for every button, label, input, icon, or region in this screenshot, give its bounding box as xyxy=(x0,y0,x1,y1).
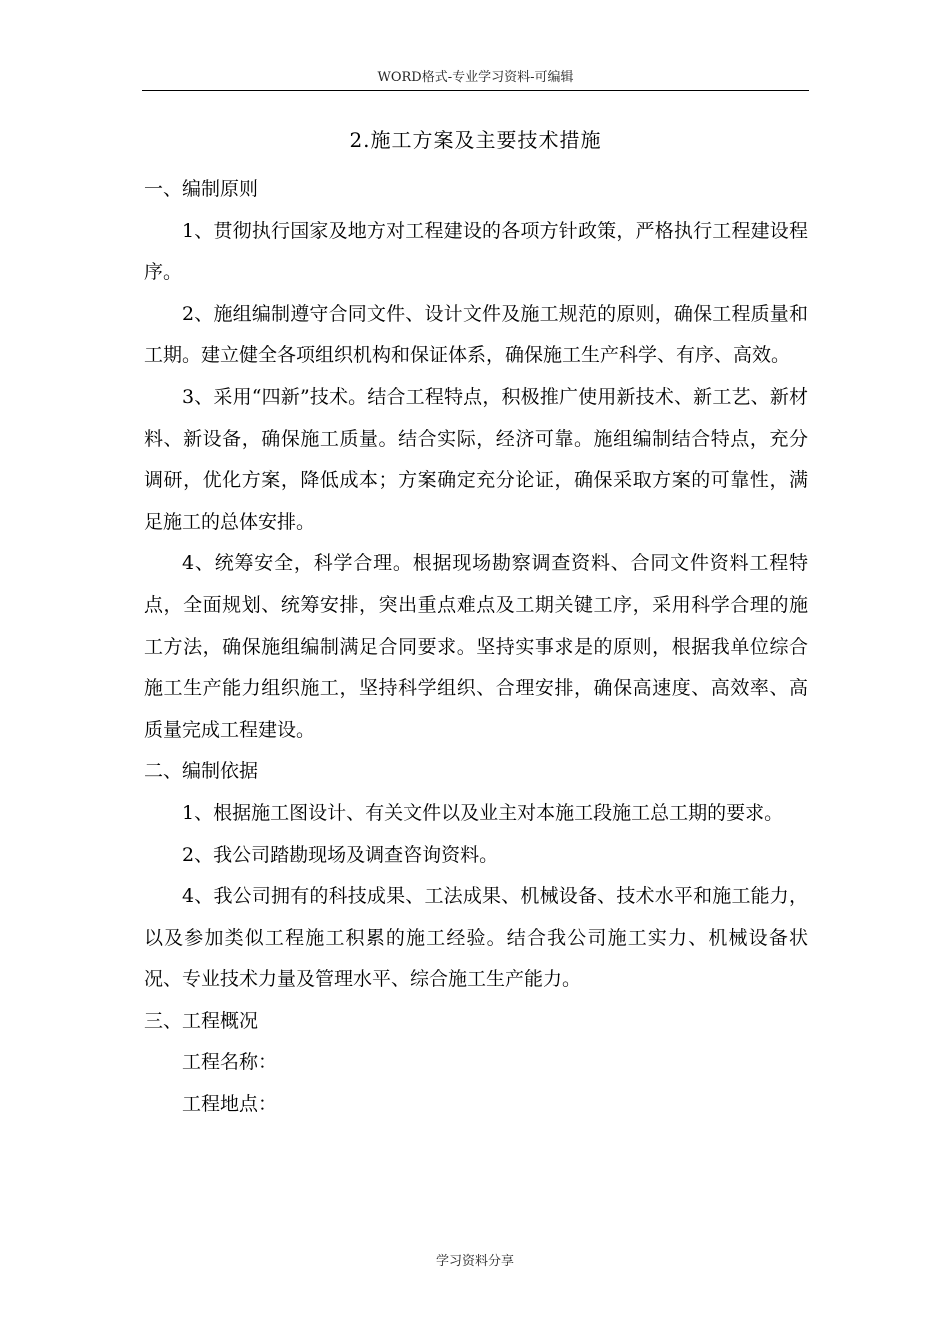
section-heading-principles: 一、编制原则 xyxy=(144,178,259,200)
section-heading-overview: 三、工程概况 xyxy=(144,1009,259,1032)
paragraph: 3、采用“四新”技术。结合工程特点，积极推广使用新技术、新工艺、新材料、新设备，确保施工质量。结合实际，经济可靠。施组编制结合特点，充分调研，优化方案，降低成本；方案确定充分论证，确保采取方案的可靠性，满足施工的总体安排。 xyxy=(144,385,808,533)
page-header: WORD格式-专业学习资料-可编辑 xyxy=(142,70,809,91)
paragraph: 2、我公司踏勘现场及调查咨询资料。 xyxy=(182,843,499,866)
paragraph: 4、我公司拥有的科技成果、工法成果、机械设备、技术水平和施工能力，以及参加类似工程施工积累的施工经验。结合我公司施工实力、机械设备状况、专业技术力量及管理水平、综合施工生产能力。 xyxy=(144,885,808,991)
paragraph: 2、施组编制遵守合同文件、设计文件及施工规范的原则，确保工程质量和工期。建立健全各项组织机构和保证体系，确保施工生产科学、有序、高效。 xyxy=(144,302,808,367)
project-name-label: 工程名称： xyxy=(182,1051,278,1074)
document-title: 2.施工方案及主要技术措施 xyxy=(349,128,602,152)
page-footer: 学习资料分享 xyxy=(435,1254,514,1269)
paragraph: 1、根据施工图设计、有关文件以及业主对本施工段施工总工期的要求。 xyxy=(182,801,784,824)
section-heading-basis: 二、编制依据 xyxy=(144,760,259,783)
paragraph: 4、统筹安全，科学合理。根据现场勘察调查资料、合同文件资料工程特点，全面规划、统筹安排，突出重点难点及工期关键工序，采用科学合理的施工方法，确保施组编制满足合同要求。坚持实事求是的原则，根据我单位综合施工生产能力组织施工，坚持科学组织、合理安排，确保高速度、高效率、高质量完成工程建设。 xyxy=(144,552,808,741)
document-body xyxy=(144,169,808,1126)
paragraph: 1、贯彻执行国家及地方对工程建设的各项方针政策，严格执行工程建设程序。 xyxy=(144,219,808,284)
project-location-label: 工程地点： xyxy=(182,1093,278,1116)
